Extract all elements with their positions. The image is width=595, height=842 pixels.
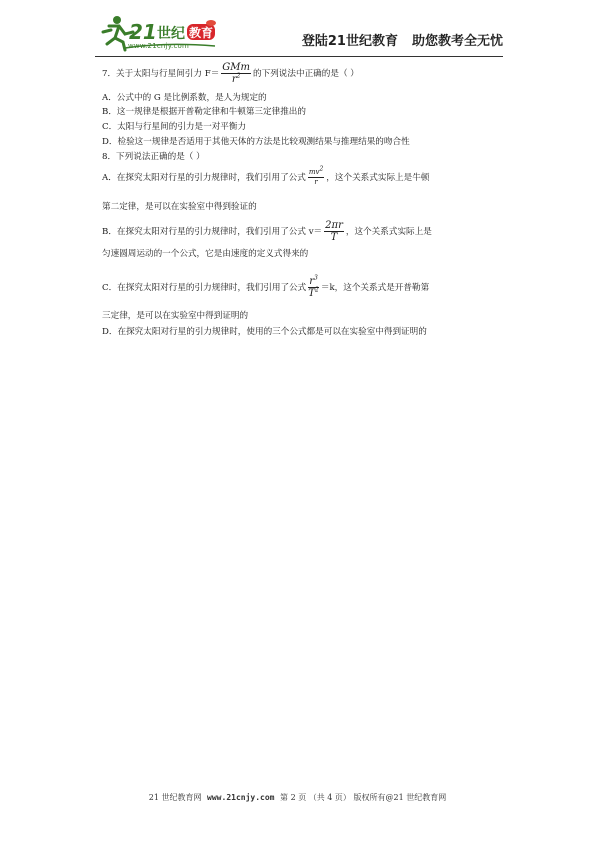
page-footer [0,792,595,803]
q7-option-c: C．太阳与行星间的引力是一对平衡力 [102,122,247,132]
q8-option-d: D．在探究太阳对行星的引力规律时，使用的三个公式都是可以在实验室中得到证明的 [102,327,427,337]
svg-text:教育: 教育 [189,26,214,40]
footer-copyright: 版权所有@21 世纪教育网 [353,793,447,802]
footer-page: 第 2 页 （共 4 页） [280,793,351,802]
question-7-stem: 7．关于太阳与行星间引力 F＝ $\frac{\text{GMm}}{r^2}$ 的下列说法中正确的是（ ） [102,62,359,85]
q8-option-b: B．在探究太阳对行星的引力规律时，我们引用了公式 v＝ $\frac{2\pi r}{T}$ ，这个关系式实际上是 [102,220,432,243]
footer-left: 21 世纪教育网 [148,793,202,802]
header-rule [95,56,503,57]
velocity-formula: $\frac{2\pi r}{T}$ [325,220,343,243]
q8-option-c: C．在探究太阳对行星的引力规律时，我们引用了公式 $\frac{r^3}{T^2}$ ＝k，这个关系式是开普勒第 [102,274,430,299]
slogan-right: 助您教考全无忧 [411,34,503,49]
slogan-left: 登陆21世纪教育 [301,34,398,49]
header-slogan [288,30,503,49]
centripetal-formula: $\frac{mv^2}{r}$ [308,165,324,186]
q7-option-d: D．检验这一规律是否适用于其他天体的方法是比较观测结果与推理结果的吻合性 [102,137,410,147]
q8-option-a-cont: 第二定律，是可以在实验室中得到验证的 [102,202,257,212]
page-header [95,12,503,58]
logo [95,12,245,56]
gravity-formula: $\frac{\text{GMm}}{r^2}$ [222,62,251,85]
q8-option-c-cont: 三定律，是可以在实验室中得到证明的 [102,311,249,321]
footer-site-link[interactable]: www.21cnjy.com [207,793,275,802]
kepler-formula: $\frac{r^3}{T^2}$ [308,274,319,299]
q7-option-b: B．这一规律是根据开普勒定律和牛顿第三定律推出的 [102,107,306,117]
svg-text:世纪: 世纪 [157,26,185,42]
q8-option-a: A．在探究太阳对行星的引力规律时，我们引用了公式 $\frac{mv^2}{r}$ ，这个关系式实际上是牛顿 [102,165,430,186]
q8-option-b-cont: 匀速圆周运动的一个公式，它是由速度的定义式得来的 [102,249,309,259]
logo-url-text: www.21cnjy.com [128,42,190,50]
q7-option-a: A．公式中的 G 是比例系数，是人为规定的 [102,93,267,103]
question-8-stem: 8．下列说法正确的是（ ） [102,152,205,162]
svg-text:21: 21 [129,20,157,44]
